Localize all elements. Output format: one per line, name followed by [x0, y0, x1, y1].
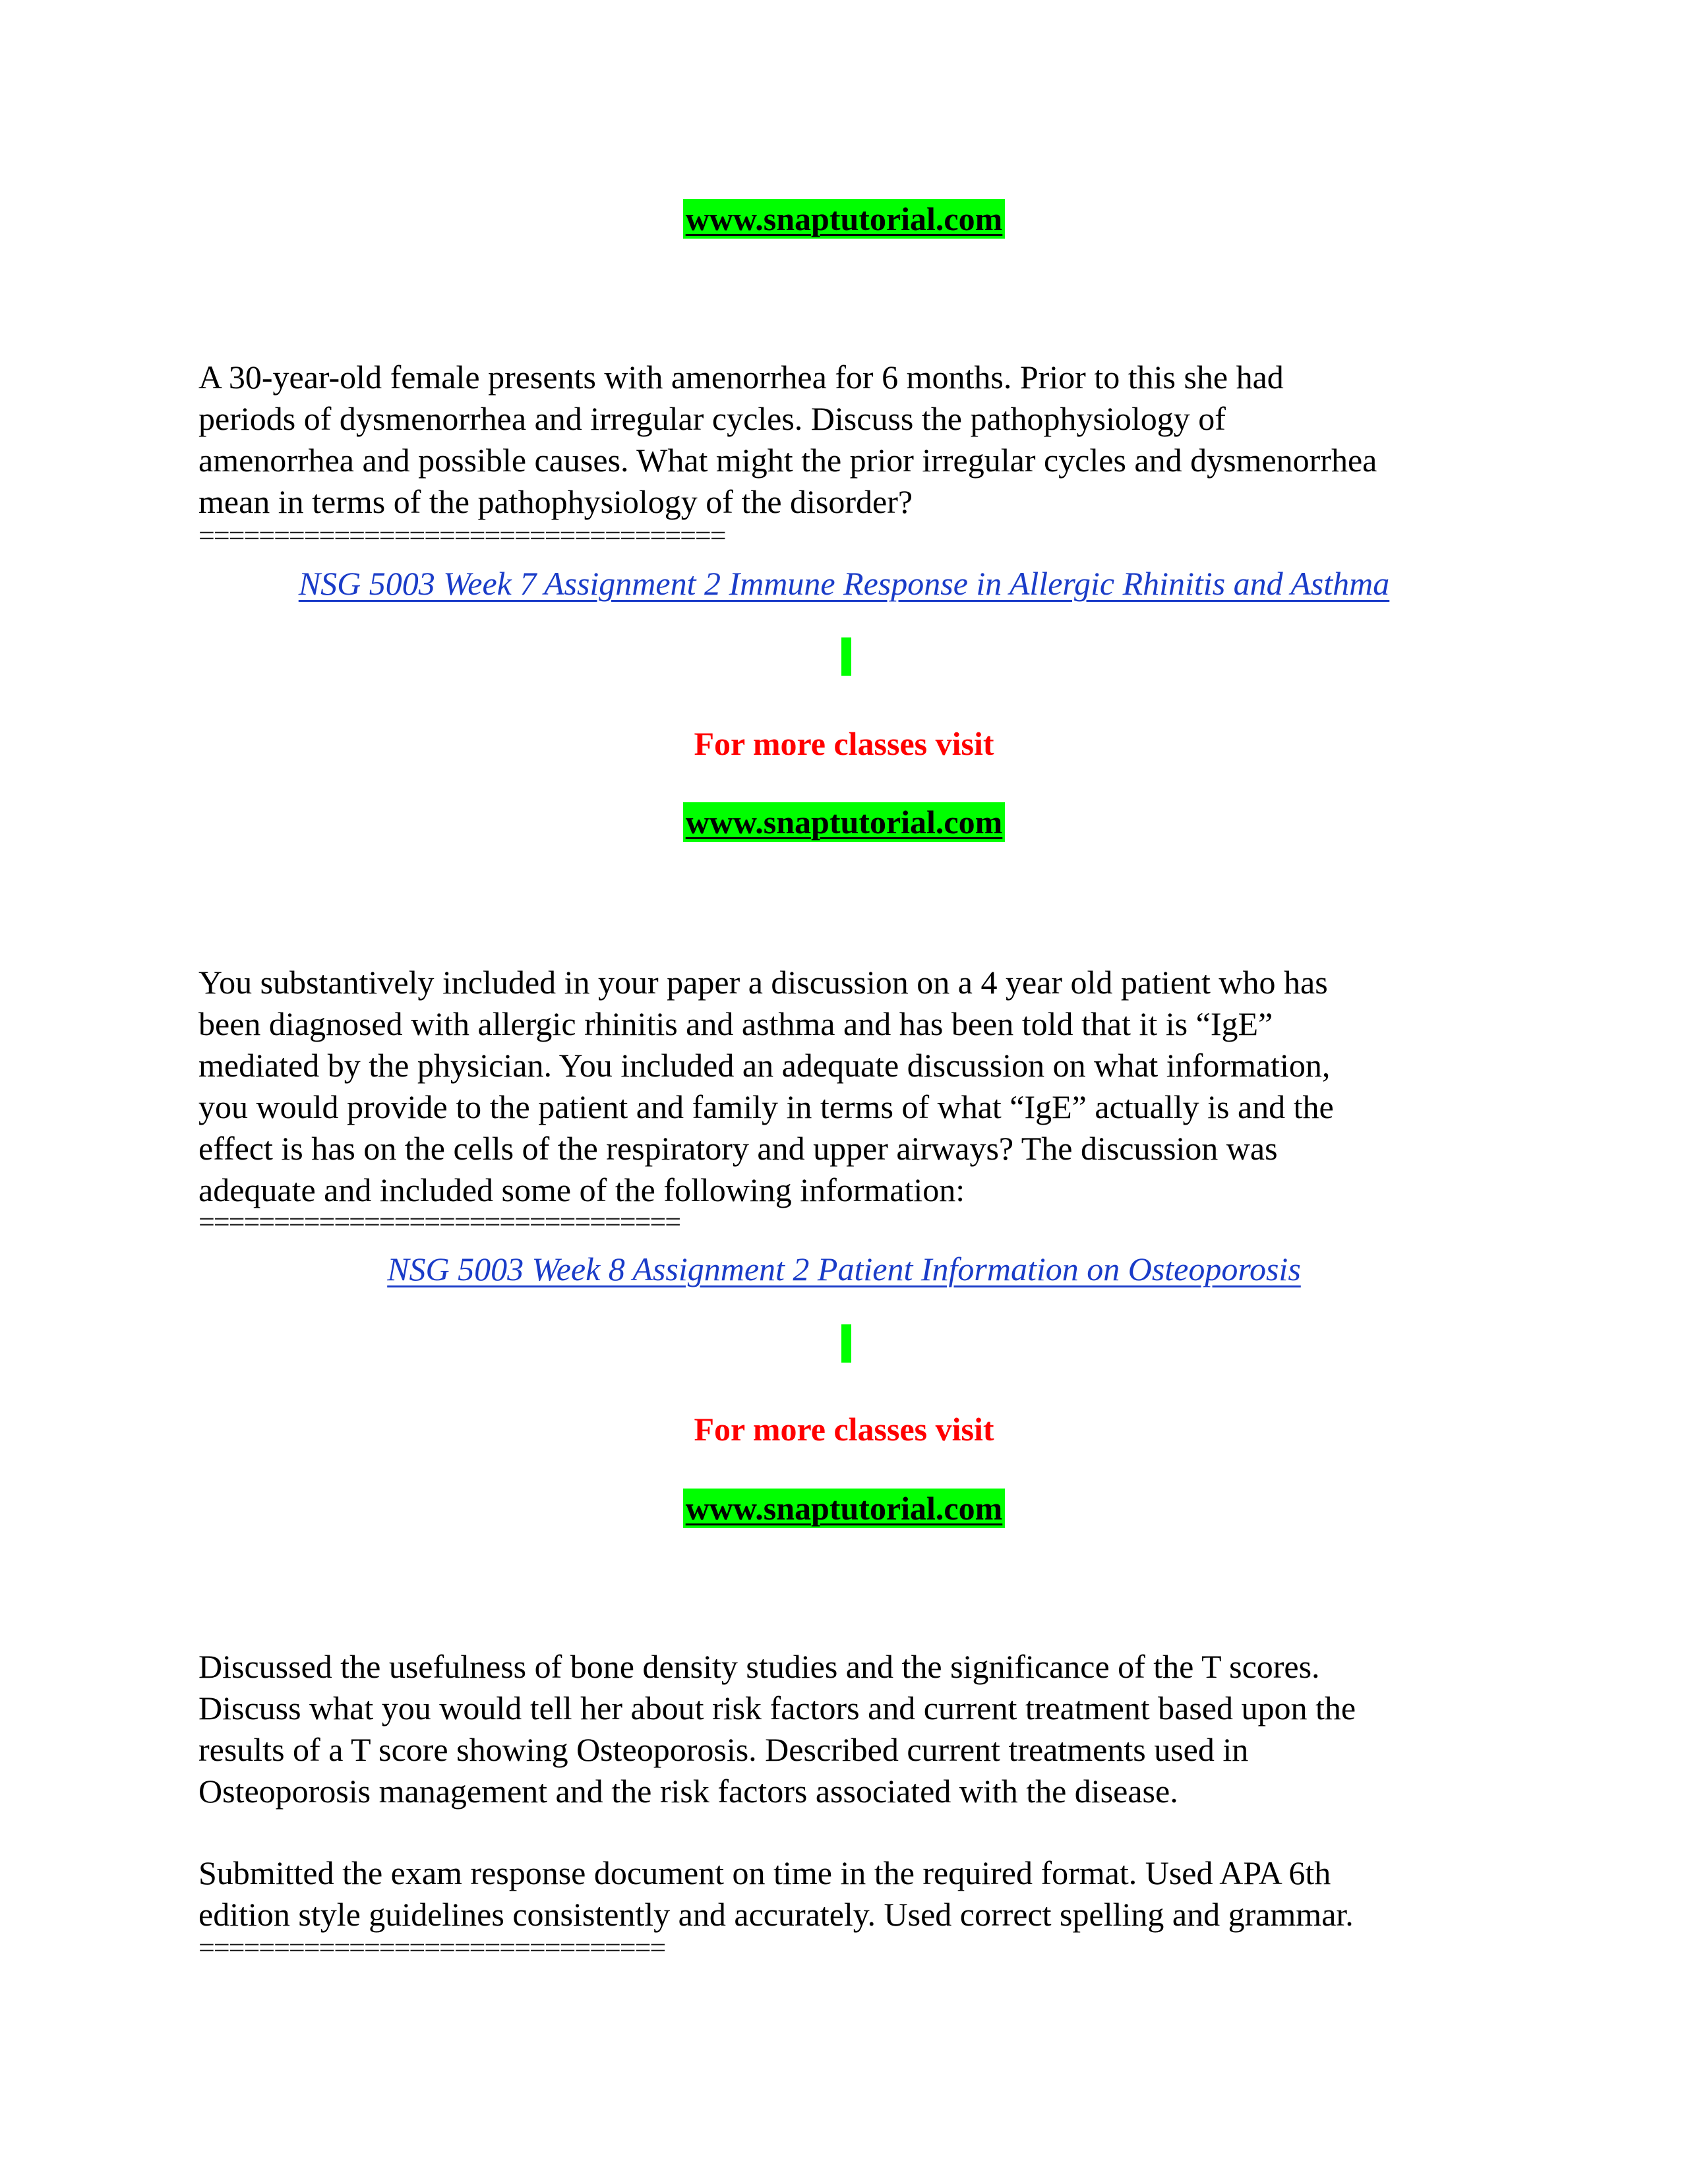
paragraph-submission: [198, 1852, 1517, 1935]
separator-line: ===============================: [198, 1932, 665, 1964]
site-url-row: [0, 802, 1688, 842]
visit-heading: [0, 1409, 1688, 1449]
assignment-link-week7[interactable]: NSG 5003 Week 7 Assignment 2 Immune Response in Allergic Rhinitis and Asthma: [298, 565, 1390, 602]
paragraph-line: A 30-year-old female presents with amenorrhea for 6 months. Prior to this she had: [198, 359, 1284, 396]
paragraph-line: mediated by the physician. You included an adequate discussion on what information,: [198, 1047, 1331, 1084]
separator-line: ===================================: [198, 519, 725, 552]
link-row-week7: [0, 564, 1688, 603]
link-row-week8: [0, 1249, 1688, 1289]
site-url-link[interactable]: www.snaptutorial.com: [683, 1489, 1006, 1528]
paragraph-line: been diagnosed with allergic rhinitis and asthma and has been told that it is “IgE”: [198, 1005, 1273, 1042]
visit-label: For more classes visit: [694, 1411, 994, 1448]
separator-line: ================================: [198, 1206, 680, 1238]
paragraph-ige: [198, 962, 1517, 1211]
paragraph-line: Discuss what you would tell her about risk factors and current treatment based upon the: [198, 1690, 1356, 1727]
paragraph-amenorrhea: [198, 357, 1517, 523]
paragraph-osteoporosis: [198, 1646, 1517, 1812]
assignment-link-week8[interactable]: NSG 5003 Week 8 Assignment 2 Patient Information on Osteoporosis: [387, 1251, 1301, 1287]
paragraph-line: amenorrhea and possible causes. What might the prior irregular cycles and dysmenorrhea: [198, 442, 1377, 479]
paragraph-line: effect is has on the cells of the respiratory and upper airways? The discussion was: [198, 1130, 1278, 1167]
paragraph-line: edition style guidelines consistently and accurately. Used correct spelling and grammar.: [198, 1896, 1354, 1933]
paragraph-line: periods of dysmenorrhea and irregular cycles. Discuss the pathophysiology of: [198, 400, 1226, 437]
green-marker: [841, 1324, 851, 1363]
paragraph-line: Discussed the usefulness of bone density studies and the significance of the T scores.: [198, 1648, 1320, 1685]
visit-heading: [0, 724, 1688, 763]
visit-label: For more classes visit: [694, 725, 994, 762]
paragraph-line: results of a T score showing Osteoporosis. Described current treatments used in: [198, 1731, 1249, 1768]
paragraph-line: You substantively included in your paper a discussion on a 4 year old patient who has: [198, 964, 1328, 1001]
paragraph-line: mean in terms of the pathophysiology of the disorder?: [198, 483, 913, 520]
site-url-row: [0, 1489, 1688, 1528]
paragraph-line: Osteoporosis management and the risk factors associated with the disease.: [198, 1773, 1178, 1810]
site-url-header: [0, 199, 1688, 239]
site-url-link[interactable]: www.snaptutorial.com: [683, 802, 1006, 842]
paragraph-line: you would provide to the patient and family in terms of what “IgE” actually is and the: [198, 1088, 1334, 1125]
paragraph-line: adequate and included some of the following information:: [198, 1171, 965, 1208]
green-marker: [841, 637, 851, 676]
paragraph-line: Submitted the exam response document on time in the required format. Used APA 6th: [198, 1854, 1331, 1891]
site-url-link[interactable]: www.snaptutorial.com: [683, 199, 1006, 239]
